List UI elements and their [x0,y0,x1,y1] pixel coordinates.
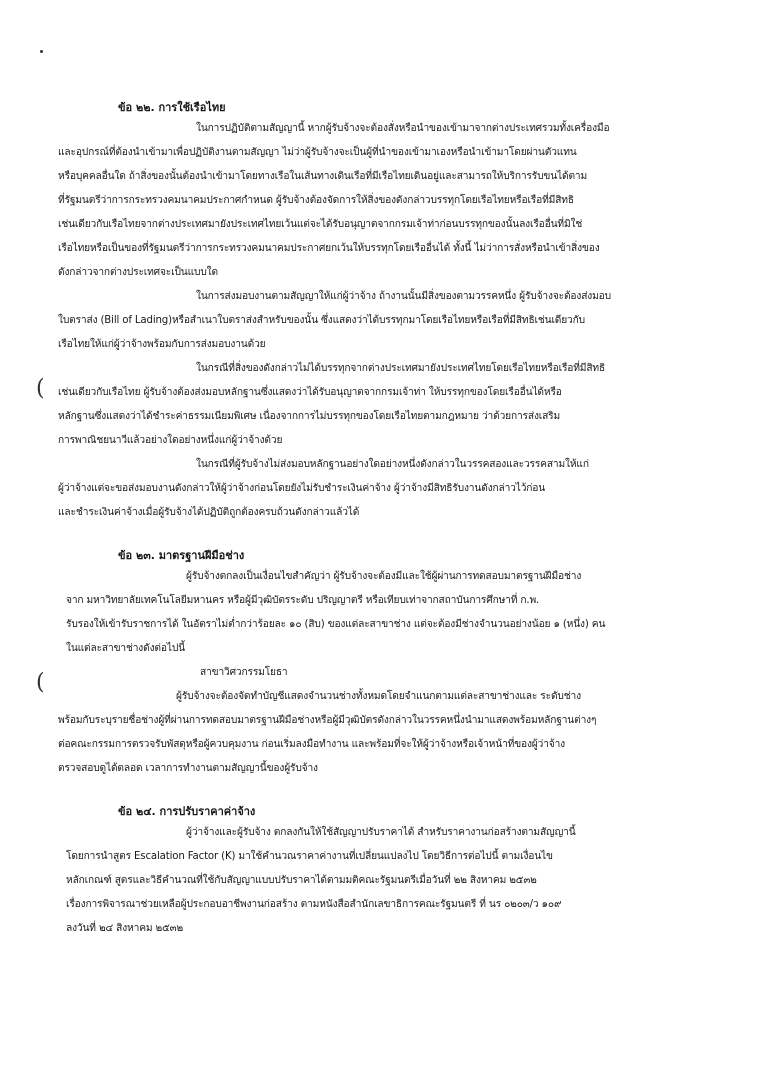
paragraph-line: ใบตราส่ง (Bill of Lading)หรือสำเนาใบตราส่งสำหรับของนั้น ซึ่งแสดงว่าได้บรรทุกมาโดยเรือไทยหรือเรือที่มีสิทธิเช่นเดียวกับ [58,315,585,326]
paragraph-line: ในแต่ละสาขาช่างดังต่อไปนี้ [66,643,185,654]
paragraph-line: และชำระเงินค่าจ้างเมื่อผู้รับจ้างได้ปฏิบัติถูกต้องครบถ้วนดังกล่าวแล้วได้ [58,507,360,518]
paragraph-line: โดยการนำสูตร Escalation Factor (K) มาใช้คำนวณราคาค่างานที่เปลี่ยนแปลงไป โดยวิธีการต่อไปนี้ ตามเงื่อนไข [66,851,553,862]
speck-mark [40,50,43,53]
paragraph-line: ตรวจสอบดูได้ตลอด เวลาการทำงานตามสัญญานี้ของผู้รับจ้าง [58,763,318,774]
paragraph-line: ต่อคณะกรรมการตรวจรับพัสดุหรือผู้ควบคุมงาน ก่อนเริ่มลงมือทำงาน และพร้อมที่จะให้ผู้ว่าจ้างหรือเจ้าหน้าที่ของผู้ว่าจ้าง [58,739,565,750]
punch-hole-mark: ( [36,670,45,695]
paragraph-line: ผู้รับจ้างจะต้องจัดทำบัญชีแสดงจำนวนช่างทั้งหมดโดยจำแนกตามแต่ละสาขาช่างและ ระดับช่าง [176,691,581,702]
section-heading: ข้อ ๒๔. การปรับราคาค่าจ้าง [118,805,256,818]
paragraph-line: เรือไทยให้แก่ผู้ว่าจ้างพร้อมกับการส่งมอบงานด้วย [58,339,266,350]
paragraph-line: สาขาวิศวกรรมโยธา [200,667,288,678]
paragraph-line: ที่รัฐมนตรีว่าการกระทรวงคมนาคมประกาศกำหนด ผู้รับจ้างต้องจัดการให้สิ่งของดังกล่าวบรรทุกโดยเรือไทยหรือเรือที่มีสิทธิ [58,195,574,206]
paragraph-line: หลักเกณฑ์ สูตรและวิธีคำนวณที่ใช้กับสัญญาแบบปรับราคาได้ตามมติคณะรัฐมนตรีเมื่อวันที่ ๒๒ สิงหาคม ๒๕๓๒ [66,875,537,886]
punch-hole-mark: ( [36,376,45,401]
paragraph-line: เรือไทยหรือเป็นของที่รัฐมนตรีว่าการกระทรวงคมนาคมประกาศยกเว้นให้บรรทุกโดยเรืออื่นได้ ทั้งนี้ ไม่ว่าการสั่งหรือนำเข้าสิ่งของ [58,243,600,254]
paragraph-line: เช่นเดียวกับเรือไทย ผู้รับจ้างต้องส่งมอบหลักฐานซึ่งแสดงว่าได้รับอนุญาตจากกรมเจ้าท่า ให้บรรทุกของโดยเรืออื่นได้หรือ [58,387,562,398]
paragraph-line: การพาณิชยนาวีแล้วอย่างใดอย่างหนึ่งแก่ผู้ว่าจ้างด้วย [58,435,283,446]
paragraph-line: ในกรณีที่ผู้รับจ้างไม่ส่งมอบหลักฐานอย่างใดอย่างหนึ่งดังกล่าวในวรรคสองและวรรคสามให้แก่ [196,459,589,470]
paragraph-line: เช่นเดียวกับเรือไทยจากต่างประเทศมายังประเทศไทยเว้นแต่จะได้รับอนุญาตจากกรมเจ้าท่าก่อนบรรทุกของนั้นลงเรืออื่นที่มิใช่ [58,219,583,230]
paragraph-line: รับรองให้เข้ารับราชการได้ ในอัตราไม่ต่ำกว่าร้อยละ ๑๐ (สิบ) ของแต่ละสาขาช่าง แต่จะต้องมีช่างจำนวนอย่างน้อย ๑ (หนึ่ง) คน [66,619,606,630]
paragraph-line: พร้อมกับระบุรายชื่อช่างผู้ที่ผ่านการทดสอบมาตรฐานฝีมือช่างหรือผู้มีวุฒิบัตรดังกล่าวในวรรคหนึ่งนำมาแสดงพร้อมหลักฐานต่างๆ [58,715,597,726]
paragraph-line: หรือบุคคลอื่นใด ถ้าสิ่งของนั้นต้องนำเข้ามาโดยทางเรือในเส้นทางเดินเรือที่มีเรือไทยเดินอยู่และสามารถให้บริการรับขนได้ตาม [58,171,588,182]
paragraph-line: ในการปฏิบัติตามสัญญานี้ หากผู้รับจ้างจะต้องสั่งหรือนำของเข้ามาจากต่างประเทศรวมทั้งเครื่องมือ [196,123,610,134]
paragraph-line: เรื่องการพิจารณาช่วยเหลือผู้ประกอบอาชีพงานก่อสร้าง ตามหนังสือสำนักเลขาธิการคณะรัฐมนตรี ที่ นร ๐๒๐๓/ว ๑๐๙ [66,899,562,910]
section-heading: ข้อ ๒๒. การใช้เรือไทย [118,101,226,114]
paragraph-line: ในกรณีที่สิ่งของดังกล่าวไม่ได้บรรทุกจากต่างประเทศมายังประเทศไทยโดยเรือไทยหรือเรือที่มีสิทธิ [196,363,606,374]
paragraph-line: ผู้ว่าจ้างแต่จะขอส่งมอบงานดังกล่าวให้ผู้ว่าจ้างก่อนโดยยังไม่รับชำระเงินค่าจ้าง ผู้ว่าจ้างมีสิทธิรับงานดังกล่าวไว้ก่อน [58,483,546,494]
paragraph-line: ดังกล่าวจากต่างประเทศจะเป็นแบบใด [58,267,218,278]
paragraph-line: ลงวันที่ ๒๔ สิงหาคม ๒๕๓๒ [66,923,184,934]
section-heading: ข้อ ๒๓. มาตรฐานฝีมือช่าง [118,549,245,562]
paragraph-line: ผู้ว่าจ้างและผู้รับจ้าง ตกลงกันให้ใช้สัญญาปรับราคาได้ สำหรับราคางานก่อสร้างตามสัญญานี้ [186,827,576,838]
paragraph-line: ผู้รับจ้างตกลงเป็นเงื่อนไขสำคัญว่า ผู้รับจ้างจะต้องมีและใช้ผู้ผ่านการทดสอบมาตรฐานฝีมือช่าง [186,571,582,582]
paragraph-line: ในการส่งมอบงานตามสัญญาให้แก่ผู้ว่าจ้าง ถ้างานนั้นมีสิ่งของตามวรรคหนึ่ง ผู้รับจ้างจะต้องส่งมอบ [196,291,611,302]
paragraph-line: จาก มหาวิทยาลัยเทคโนโลยีมหานคร หรือผู้มีวุฒิบัตรระดับ ปริญญาตรี หรือเทียบเท่าจากสถาบันการศึกษาที่ ก.พ. [66,595,540,606]
paragraph-line: และอุปกรณ์ที่ต้องนำเข้ามาเพื่อปฏิบัติงานตามสัญญา ไม่ว่าผู้รับจ้างจะเป็นผู้ที่นำของเข้ามาเองหรือนำเข้ามาโดยผ่านตัวแทน [58,147,577,158]
paragraph-line: หลักฐานซึ่งแสดงว่าได้ชำระค่าธรรมเนียมพิเศษ เนื่องจากการไม่บรรทุกของโดยเรือไทยตามกฎหมาย ว่าด้วยการส่งเสริม [58,411,561,422]
